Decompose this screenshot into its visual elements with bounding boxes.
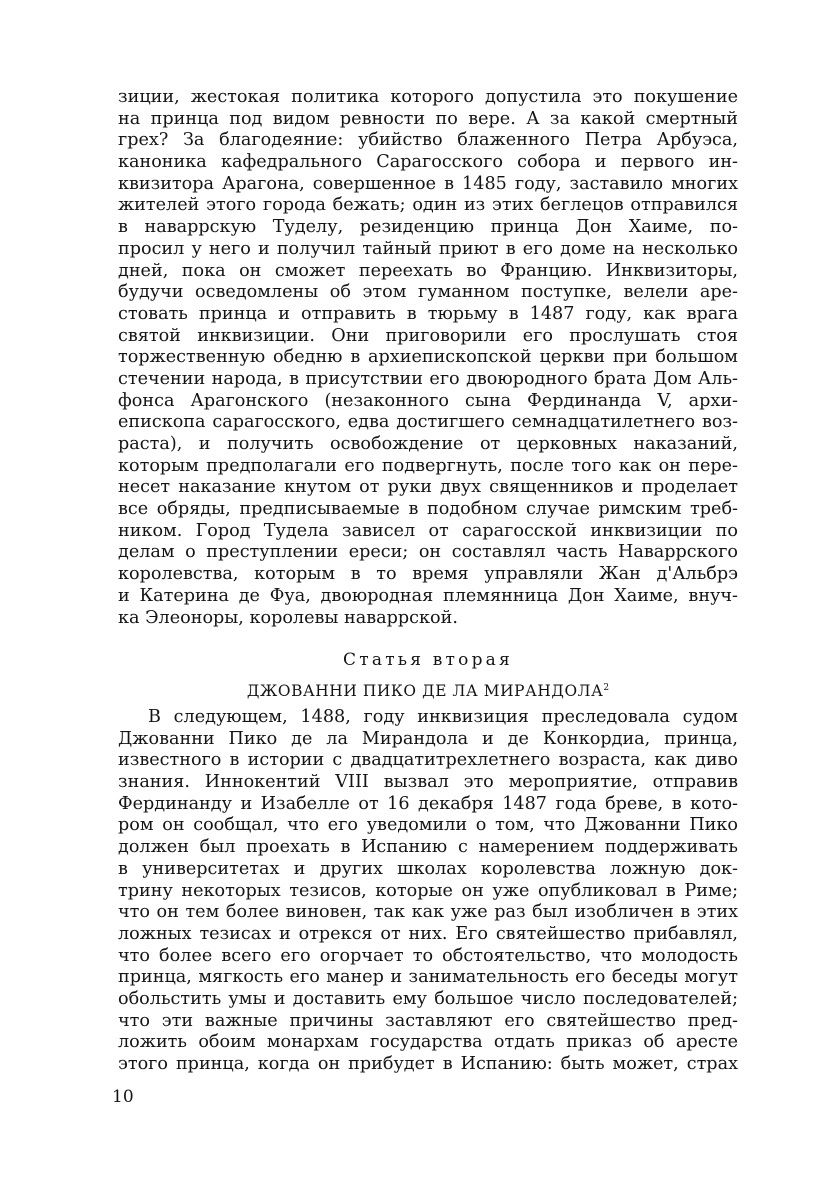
text-line: стечении народа, в присутствии его двоюродного брата Дом Аль- xyxy=(118,368,738,389)
text-line: обольстить умы и доставить ему большое число последователей; xyxy=(118,988,738,1009)
text-line: дней, пока он сможет переехать во Францию. Инквизиторы, xyxy=(118,260,738,281)
text-line: епископа сарагосского, едва достигшего семнадцатилетнего воз- xyxy=(118,412,738,433)
text-line: грех? За благодеяние: убийство блаженного Петра Арбуэса, xyxy=(118,130,738,151)
text-line: все обряды, предписываемые в подобном случае римским треб- xyxy=(118,499,738,520)
text-line: этого принца, когда он прибудет в Испанию: быть может, страх xyxy=(118,1054,738,1074)
text-line: зиции, жестокая политика которого допустила это покушение xyxy=(118,87,738,107)
paragraph-pico-della-mirandola xyxy=(118,707,738,1076)
text-line: что эти важные причины заставляют его святейшество пред- xyxy=(118,1010,738,1031)
text-line: на принца под видом ревности по вере. А за какой смертный xyxy=(118,108,738,129)
text-line: стовать принца и отправить в тюрьму в 1487 году, как врага xyxy=(118,303,738,324)
text-line: ложных тезисах и отрекся от них. Его святейшество прибавлял, xyxy=(118,923,738,944)
section-title-text: ДЖОВАННИ ПИКО ДЕ ЛА МИРАНДОЛА xyxy=(246,682,604,701)
text-line: трину некоторых тезисов, которые он уже опубликовал в Риме; xyxy=(118,880,738,901)
page-number: 10 xyxy=(112,1087,134,1107)
text-line: В следующем, 1488, году инквизиция преследовала судом xyxy=(148,707,738,727)
text-line: и Катерина де Фуа, двоюродная племянница Дон Хаиме, внуч- xyxy=(118,585,738,606)
text-line: известного в истории с двадцатитрехлетнего возраста, как диво xyxy=(118,750,738,771)
text-line: принца, мягкость его манер и занимательность его беседы могут xyxy=(118,967,738,988)
text-line: каноника кафедрального Сарагосского собора и первого ин- xyxy=(118,152,738,173)
text-line: что более всего его огорчает то обстоятельство, что молодость xyxy=(118,945,738,966)
text-line: ром он сообщал, что его уведомили о том, что Джованни Пико xyxy=(118,815,738,836)
section-title xyxy=(118,678,738,701)
text-line: Джованни Пико де ла Мирандола и де Конкордиа, принца, xyxy=(118,728,738,749)
text-line: просил у него и получил тайный приют в его доме на несколько xyxy=(118,238,738,259)
text-line: ником. Город Тудела зависел от сарагосской инквизиции по xyxy=(118,520,738,541)
text-line: будучи осведомлены об этом гуманном поступке, велели аре- xyxy=(118,282,738,303)
text-line: знания. Иннокентий VIII вызвал это мероприятие, отправив xyxy=(118,772,738,793)
text-line: фонса Арагонского (незаконного сына Фердинанда V, архи- xyxy=(118,390,738,411)
text-line: ка Элеоноры, королевы наваррской. xyxy=(118,607,458,628)
text-line: в университетах и других школах королевства ложную док- xyxy=(118,858,738,879)
footnote-marker: 2 xyxy=(603,683,610,693)
text-line: жителей этого города бежать; один из этих беглецов отправился xyxy=(118,195,738,216)
text-line: королевства, которым в то время управляли Жан д'Альбрэ xyxy=(118,564,738,585)
text-line: делам о преступлении ереси; он составлял часть Наваррского xyxy=(118,542,738,563)
text-line: торжественную обедню в архиепископской церкви при большом xyxy=(118,347,738,368)
text-line: в наваррскую Туделу, резиденцию принца Дон Хаиме, по- xyxy=(118,217,738,238)
text-line: ложить обоим монархам государства отдать приказ об аресте xyxy=(118,1032,738,1053)
text-line: должен был проехать в Испанию с намерением поддерживать xyxy=(118,837,738,858)
paragraph-don-jaime xyxy=(118,87,738,629)
text-line: квизитора Арагона, совершенное в 1485 году, заставило многих xyxy=(118,173,738,194)
text-line: Фердинанду и Изабелле от 16 декабря 1487 года бреве, в кото- xyxy=(118,793,738,814)
text-line: раста), и получить освобождение от церковных наказаний, xyxy=(118,434,738,454)
text-line: несет наказание кнутом от руки двух священников и проделает xyxy=(118,477,738,498)
text-line: которым предполагали его подвергнуть, после того как он пере- xyxy=(118,455,738,476)
text-line: что он тем более виновен, так как уже раз был изобличен в этих xyxy=(118,902,738,923)
text-line: святой инквизиции. Они приговорили его прослушать стоя xyxy=(118,325,738,346)
section-heading: Статья вторая xyxy=(343,650,513,670)
